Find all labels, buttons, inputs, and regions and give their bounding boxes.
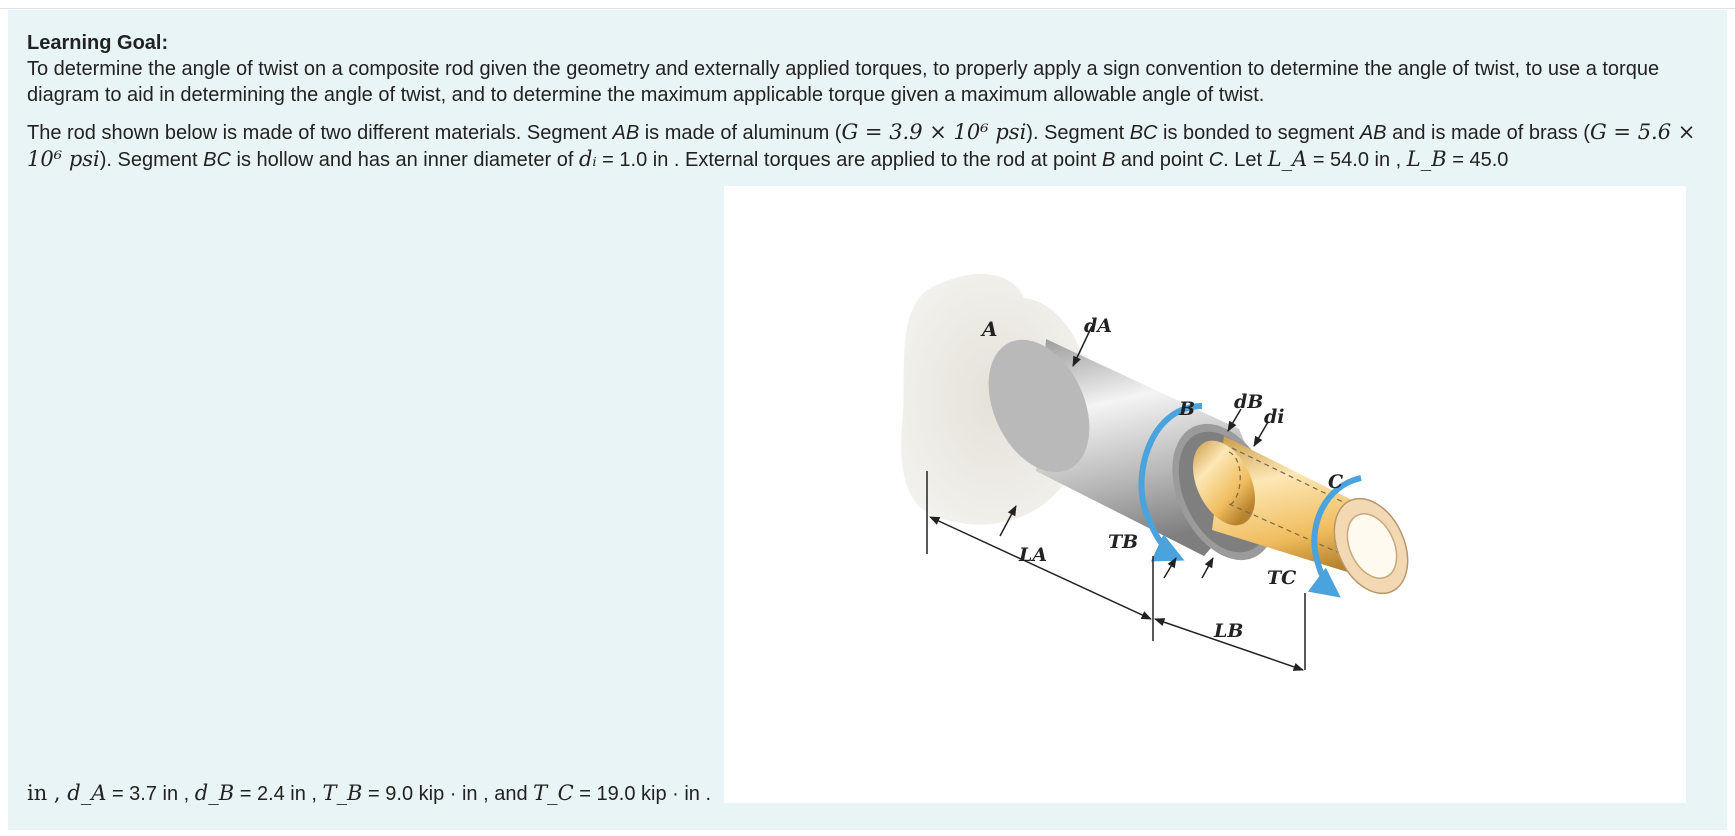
- label-a: A: [982, 317, 998, 341]
- torque-c-symbol: T_C: [533, 781, 574, 805]
- label-c: C: [1328, 471, 1344, 493]
- composite-rod-figure: [724, 186, 1686, 803]
- segment-ab: AB: [612, 122, 640, 144]
- di-arrow-bottom: [1202, 558, 1213, 578]
- text-run: and point: [1115, 149, 1209, 171]
- label-di: di: [1264, 406, 1285, 428]
- learning-goal-title: Learning Goal:: [27, 32, 169, 54]
- segment-ab: AB: [1359, 122, 1387, 144]
- diameter-a-value: = 3.7 in ,: [106, 783, 195, 805]
- text-run: in ,: [27, 781, 68, 805]
- text-run: . Let: [1223, 149, 1268, 171]
- text-run: ). Segment: [1026, 122, 1130, 144]
- torque-b-symbol: T_B: [322, 781, 363, 805]
- problem-text: [27, 30, 1717, 173]
- shear-modulus-brass: G = 5.6 × 10⁶ psi: [27, 120, 1696, 171]
- length-a-value: = 54.0 in ,: [1307, 149, 1407, 171]
- length-a-symbol: L_A: [1267, 147, 1308, 171]
- segment-bc: BC: [1129, 122, 1158, 144]
- segment-bc: BC: [203, 149, 231, 171]
- label-da: dA: [1084, 315, 1113, 337]
- text-run: The rod shown below is made of two different materials. Segment: [27, 122, 613, 144]
- problem-statement-tail: [27, 780, 727, 807]
- point-c: C: [1208, 149, 1224, 171]
- inner-diameter-symbol: dᵢ: [578, 147, 597, 171]
- length-b-value: = 45.0: [1446, 149, 1509, 171]
- text-run: is bonded to segment: [1157, 122, 1360, 144]
- text-run: and is made of brass (: [1386, 122, 1590, 144]
- label-lb: LB: [1214, 620, 1244, 642]
- text-run: is hollow and has an inner diameter of: [230, 149, 579, 171]
- torque-b-value: = 9.0 kip · in , and: [362, 783, 534, 805]
- top-divider: [0, 8, 1735, 9]
- learning-goal-body: To determine the angle of twist on a composite rod given the geometry and externally applied torques, to properly apply a sign convention to determine the angle of twist, to use a torque diagram to aid in determining the angle of twist, and to determine the maximum applicable torque given a maximum allowable angle of twist.: [27, 58, 1660, 106]
- text-run: is made of aluminum (: [639, 122, 842, 144]
- shear-modulus-aluminum: G = 3.9 × 10⁶ psi: [841, 120, 1027, 144]
- problem-panel: [8, 10, 1727, 830]
- label-la: LA: [1019, 544, 1048, 566]
- length-b-symbol: L_B: [1406, 147, 1447, 171]
- label-tc: TC: [1267, 567, 1297, 589]
- point-b: B: [1101, 149, 1116, 171]
- label-tb: TB: [1108, 531, 1139, 553]
- text-run: ). Segment: [99, 149, 204, 171]
- label-b: B: [1179, 398, 1196, 420]
- diameter-a-symbol: d_A: [67, 781, 107, 805]
- problem-statement: [27, 119, 1717, 173]
- brass-segment: [1181, 431, 1423, 605]
- rod-diagram: [724, 186, 1686, 803]
- label-db: dB: [1234, 391, 1264, 413]
- diameter-b-symbol: d_B: [194, 781, 235, 805]
- inner-diameter-value: = 1.0 in . External torques are applied to the rod at point: [596, 149, 1102, 171]
- db-arrow-bottom: [1164, 558, 1176, 578]
- torque-c-value: = 19.0 kip · in .: [573, 783, 712, 805]
- diameter-b-value: = 2.4 in ,: [234, 783, 323, 805]
